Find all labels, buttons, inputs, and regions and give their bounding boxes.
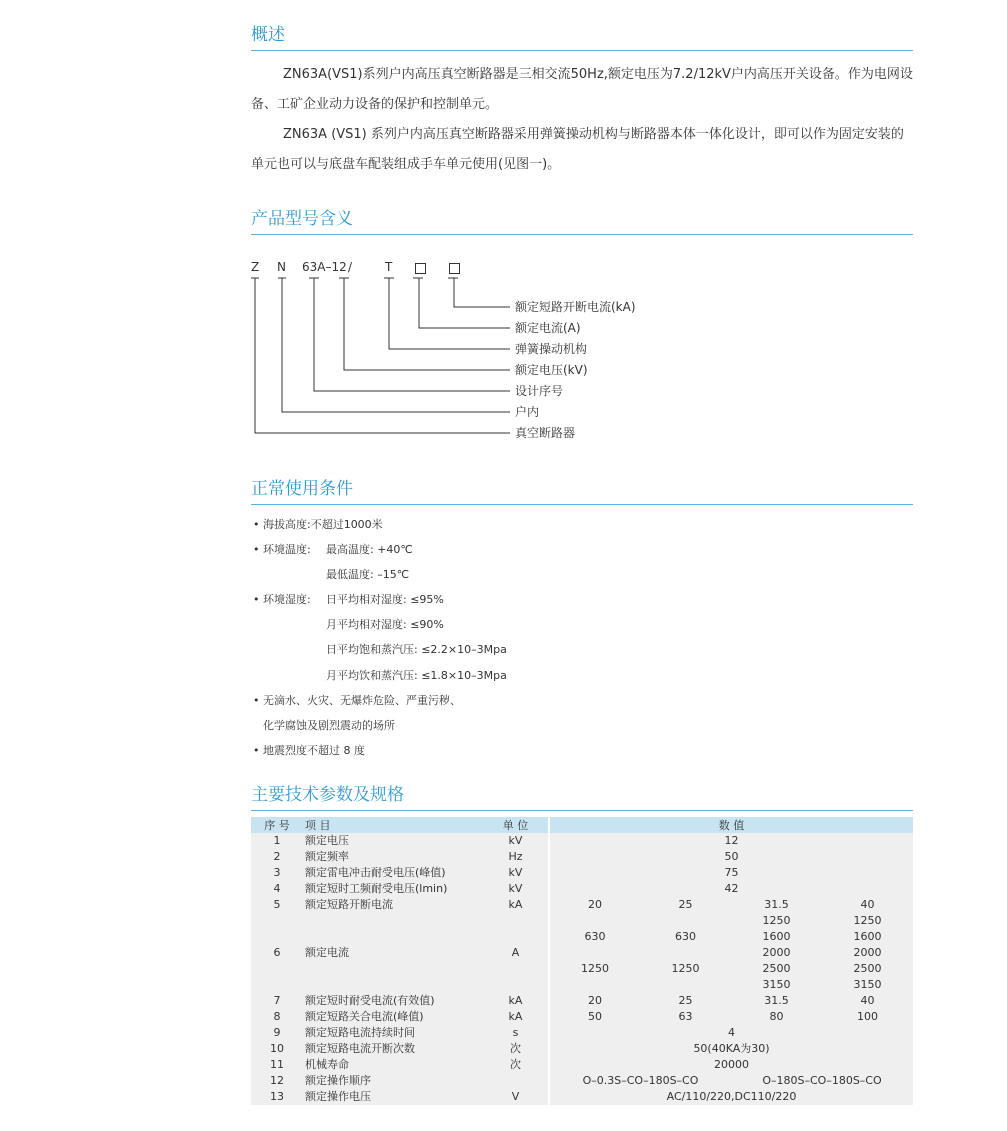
- row-item: 额定短时耐受电流(有效值): [303, 993, 483, 1009]
- row-value: 1250: [581, 962, 609, 975]
- row-value: 20: [549, 993, 640, 1009]
- row-value-group: [822, 913, 913, 993]
- row-unit: kV: [483, 881, 549, 897]
- header-value: 数 值: [549, 817, 913, 833]
- cond-humidity-month: 月平均相对湿度: ≤90%: [326, 618, 444, 631]
- row-value: 3150: [853, 978, 882, 991]
- row-item: 额定短路开断电流: [303, 897, 483, 913]
- row-unit: s: [483, 1025, 549, 1041]
- section-title-overview: 概述: [251, 24, 913, 51]
- row-value: 2500: [853, 962, 882, 975]
- row-value: 4: [549, 1025, 913, 1041]
- row-value: 630: [675, 930, 696, 943]
- row-no: 13: [251, 1089, 303, 1105]
- row-no: 5: [251, 897, 303, 913]
- row-unit: [483, 1073, 549, 1089]
- row-value: AC/110/220,DC110/220: [549, 1089, 913, 1105]
- row-no: 3: [251, 865, 303, 881]
- row-item: 额定频率: [303, 849, 483, 865]
- row-no: 2: [251, 849, 303, 865]
- code-label-indoor: 户内: [515, 405, 540, 419]
- cond-environment-1: • 无滴水、火灾、无爆炸危险、严重污秽、: [253, 694, 461, 707]
- row-no: 4: [251, 881, 303, 897]
- row-value: 1250: [671, 962, 700, 975]
- code-t: T: [385, 260, 393, 274]
- row-no: 12: [251, 1073, 303, 1089]
- code-slash: /: [348, 260, 353, 274]
- table-row: [251, 913, 913, 993]
- header-unit: 单 位: [483, 817, 549, 833]
- code-label-rated-voltage: 额定电压(kV): [515, 363, 588, 377]
- row-value: O–0.3S–CO–180S–CO: [549, 1073, 731, 1089]
- cond-temp-label: • 环境温度:: [253, 543, 311, 556]
- row-unit: kV: [483, 865, 549, 881]
- overview-paragraph-1: ZN63A(VS1)系列户内高压真空断路器是三相交流50Hz,额定电压为7.2/12kV户内高压开关设备。作为电网设备、工矿企业动力设备的保护和控制单元。: [251, 67, 913, 112]
- table-row: [251, 1025, 913, 1041]
- row-item: 额定电流: [303, 913, 483, 993]
- row-item: 额定雷电冲击耐受电压(峰值): [303, 865, 483, 881]
- cond-humidity-label: • 环境湿度:: [253, 593, 311, 606]
- overview-paragraph-2: ZN63A (VS1) 系列户内高压真空断路器采用弹簧操动机构与断路器本体一体化设计，即可以作为固定安装的单元也可以与底盘车配装组成手车单元使用(见图一)。: [251, 127, 904, 172]
- row-item: 额定操作顺序: [303, 1073, 483, 1089]
- section-title-conditions: 正常使用条件: [251, 478, 913, 505]
- row-value: 1600: [762, 930, 791, 943]
- cond-vapor-month: 月平均饮和蒸汽压: ≤1.8×10–3Mpa: [326, 669, 507, 682]
- table-row: [251, 993, 913, 1009]
- table-row: [251, 849, 913, 865]
- table-row: [251, 1009, 913, 1025]
- row-value: 63: [640, 1009, 731, 1025]
- row-value: O–180S–CO–180S–CO: [731, 1073, 913, 1089]
- row-no: 1: [251, 833, 303, 849]
- row-value: 3150: [762, 978, 791, 991]
- code-label-design-no: 设计序号: [515, 384, 564, 398]
- code-label-breaking-current: 额定短路开断电流(kA): [515, 300, 636, 314]
- row-value: 1250: [762, 914, 791, 927]
- row-unit: A: [483, 913, 549, 993]
- row-no: 7: [251, 993, 303, 1009]
- cond-humidity-day: 日平均相对湿度: ≤95%: [326, 593, 444, 606]
- table-row: [251, 865, 913, 881]
- row-value: 40: [822, 897, 913, 913]
- row-unit: kA: [483, 897, 549, 913]
- row-value: 50: [549, 1009, 640, 1025]
- header-item: 项 目: [303, 817, 483, 833]
- row-value: 31.5: [731, 993, 822, 1009]
- row-value: 2000: [762, 946, 791, 959]
- row-item: 额定操作电压: [303, 1089, 483, 1105]
- row-value: 25: [640, 897, 731, 913]
- header-no: 序 号: [251, 817, 303, 833]
- table-row: [251, 833, 913, 849]
- row-item: 机械寿命: [303, 1057, 483, 1073]
- row-item: 额定电压: [303, 833, 483, 849]
- code-leader-lines: [0, 0, 1007, 460]
- code-n: N: [277, 260, 286, 274]
- cond-seismic: • 地震烈度不超过 8 度: [253, 744, 365, 757]
- row-no: 6: [251, 913, 303, 993]
- code-63a-12: 63A–12: [302, 260, 347, 274]
- row-value: 42: [549, 881, 913, 897]
- row-value: 2500: [762, 962, 791, 975]
- row-value: 50(40KA为30): [549, 1041, 913, 1057]
- row-no: 9: [251, 1025, 303, 1041]
- row-value: 50: [549, 849, 913, 865]
- cond-temp-max: 最高温度: +40℃: [326, 543, 413, 556]
- row-value: 20: [549, 897, 640, 913]
- row-value: 1250: [853, 914, 882, 927]
- code-label-vacuum-breaker: 真空断路器: [515, 426, 576, 440]
- table-row: [251, 897, 913, 913]
- row-value: 80: [731, 1009, 822, 1025]
- code-z: Z: [251, 260, 260, 274]
- row-value: 1600: [853, 930, 882, 943]
- row-value: 31.5: [731, 897, 822, 913]
- table-row: [251, 881, 913, 897]
- row-item: 额定短时工频耐受电压(lmin): [303, 881, 483, 897]
- cond-environment-2: 化学腐蚀及剧烈震动的场所: [263, 719, 395, 732]
- code-label-spring-mechanism: 弹簧操动机构: [515, 342, 588, 356]
- section-title-specs: 主要技术参数及规格: [251, 784, 913, 811]
- row-value-group: [549, 913, 640, 993]
- row-unit: kA: [483, 1009, 549, 1025]
- row-item: 额定短路电流开断次数: [303, 1041, 483, 1057]
- row-unit: kV: [483, 833, 549, 849]
- row-value: 100: [822, 1009, 913, 1025]
- row-unit: kA: [483, 993, 549, 1009]
- row-unit: Hz: [483, 849, 549, 865]
- row-value: 75: [549, 865, 913, 881]
- row-no: 8: [251, 1009, 303, 1025]
- row-item: 额定短路电流持续时间: [303, 1025, 483, 1041]
- row-value: 2000: [853, 946, 882, 959]
- row-unit: V: [483, 1089, 549, 1105]
- row-value: 12: [549, 833, 913, 849]
- row-value: 630: [584, 930, 606, 943]
- cond-altitude: • 海拔高度:不超过1000米: [253, 518, 383, 531]
- row-item: 额定短路关合电流(峰值): [303, 1009, 483, 1025]
- row-no: 11: [251, 1057, 303, 1073]
- row-value-group: [731, 913, 822, 993]
- specs-table: [251, 817, 913, 1105]
- cond-vapor-day: 日平均饱和蒸汽压: ≤2.2×10–3Mpa: [326, 643, 507, 656]
- table-row: [251, 1057, 913, 1073]
- table-row: [251, 1041, 913, 1057]
- row-value-group: [640, 913, 731, 993]
- section-title-model: 产品型号含义: [251, 208, 913, 235]
- cond-temp-min: 最低温度: –15℃: [326, 568, 410, 581]
- row-value: 20000: [549, 1057, 913, 1073]
- row-value: 40: [822, 993, 913, 1009]
- row-unit: 次: [483, 1057, 549, 1073]
- table-row: [251, 1073, 913, 1089]
- row-unit: 次: [483, 1041, 549, 1057]
- row-no: 10: [251, 1041, 303, 1057]
- code-label-rated-current: 额定电流(A): [515, 321, 581, 335]
- table-header-row: [251, 817, 913, 833]
- table-row: [251, 1089, 913, 1105]
- row-value: 25: [640, 993, 731, 1009]
